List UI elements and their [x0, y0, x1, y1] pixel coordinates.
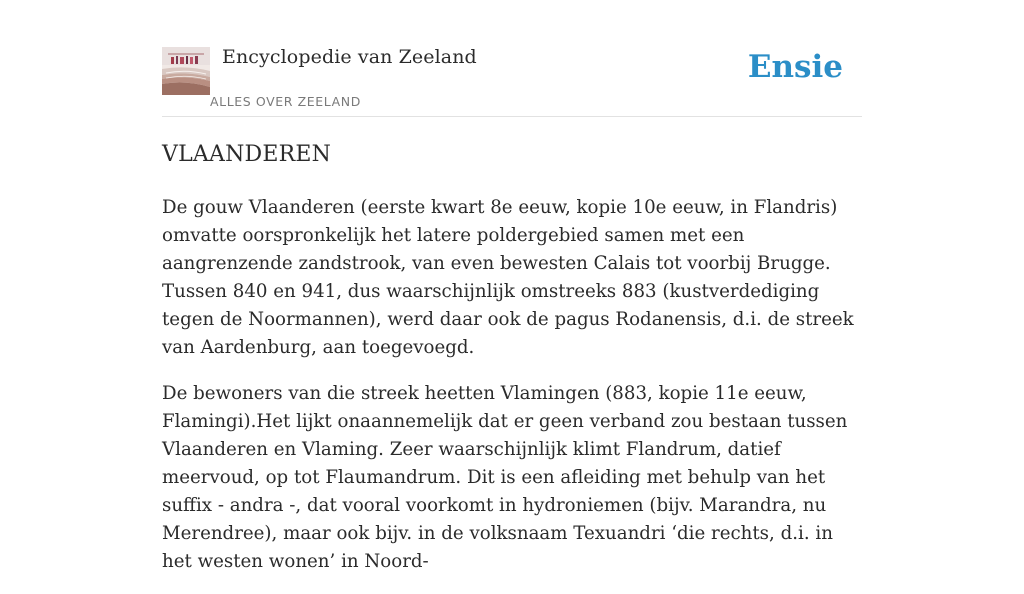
article-paragraph: De gouw Vlaanderen (eerste kwart 8e eeuw, kopie 10e eeuw, in Flandris) omvatte oorspronkelijk het latere poldergebied samen met een aangrenzende zandstrook, van even bewesten Calais tot voorbij Brugge. Tussen 840 en 941, dus waarschijnlijk omstreeks 883 (kustverdediging tegen de Noormannen), werd daar ook de pagus Rodanensis, d.i. de streek van Aardenburg, aan toegevoegd. [162, 197, 854, 358]
article [162, 138, 862, 594]
article-title: VLAANDEREN [162, 142, 332, 167]
article-paragraph: De bewoners van die streek heetten Vlamingen (883, kopie 11e eeuw, Flamingi).Het lijkt onaannemelijk dat er geen verband zou bestaan tussen Vlaanderen en Vlaming. Zeer waarschijnlijk klimt Flandrum, datief meervoud, op tot Flaumandrum. Dit is een afleiding met behulp van het suffix - andra -, dat vooral voorkomt in hydroniemen (bijv. Marandra, nu Merendree), maar ook bijv. in de volksnaam Texuandri ‘die rechts, d.i. in het westen wonen’ in Noord- [162, 383, 848, 572]
ensie-logo[interactable]: Ensie [747, 49, 843, 85]
book-pages-image [162, 47, 210, 95]
site-header [162, 44, 862, 117]
site-avatar[interactable] [162, 47, 210, 95]
site-tagline: ALLES OVER ZEELAND [210, 94, 361, 109]
site-title[interactable]: Encyclopedie van Zeeland [222, 46, 477, 68]
